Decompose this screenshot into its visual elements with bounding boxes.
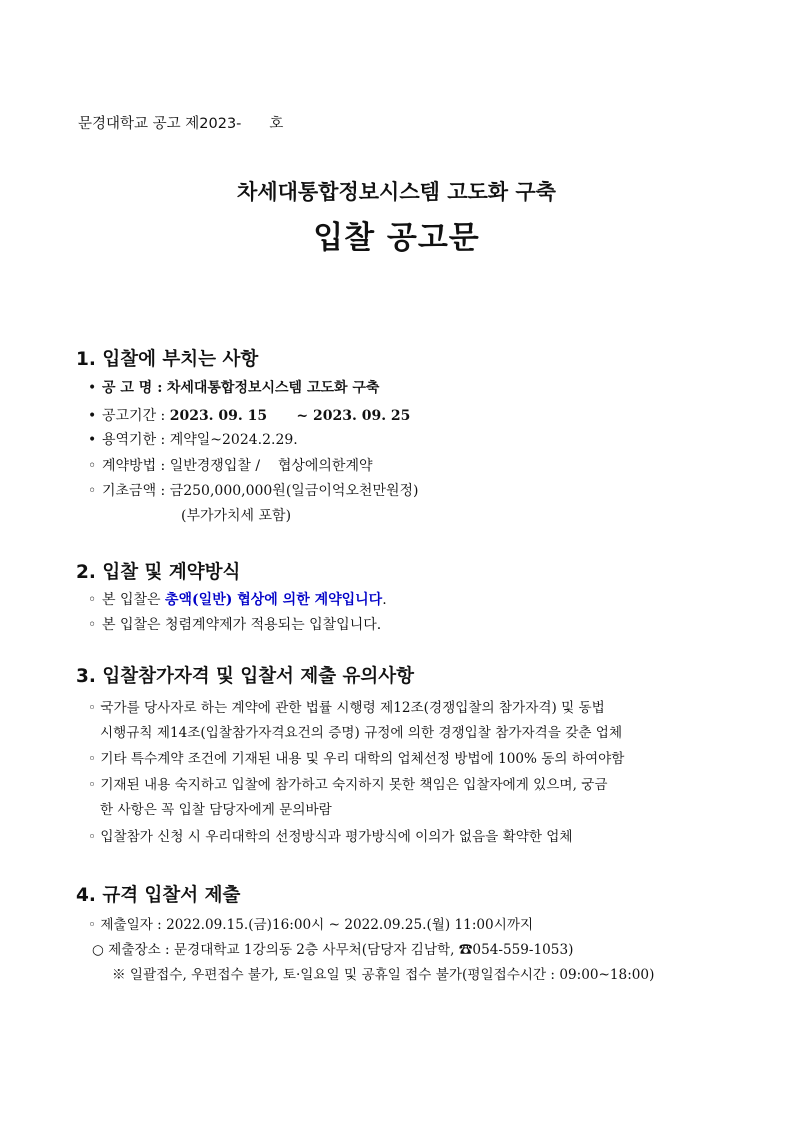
section-2-item-contract: ◦ 본 입찰은 총액(일반) 협상에 의한 계약입니다. <box>88 592 387 608</box>
project-title: 차세대통합정보시스템 고도화 구축 <box>237 180 556 204</box>
notice-number-prefix: 문경대학교 공고 제2023- <box>78 116 242 132</box>
section-1-item-amount: ◦ 기초금액 : 금250,000,000원(일금이억오천만원정) <box>88 483 419 499</box>
section-1-item-vat: (부가가치세 포함) <box>181 508 292 524</box>
section-3-line: 시행규칙 제14조(입찰참가자격요건의 증명) 규정에 의한 경쟁입찰 참가자격을 갖춘 업체 <box>100 725 623 741</box>
section-2-item-integrity: ◦ 본 입찰은 청렴계약제가 적용되는 입찰입니다. <box>88 617 382 633</box>
section-3-heading: 3. 입찰참가자격 및 입찰서 제출 유의사항 <box>76 666 415 687</box>
highlight-text: 총액(일반) 협상에 의한 계약입니다 <box>165 592 383 608</box>
section-2-heading: 2. 입찰 및 계약방식 <box>76 562 241 583</box>
section-1-item-title: • 공 고 명 : 차세대통합정보시스템 고도화 구축 <box>88 380 380 396</box>
section-1-heading: 1. 입찰에 부치는 사항 <box>76 349 259 370</box>
section-1-item-method: ◦ 계약방법 : 일반경쟁입찰 / 협상에의한계약 <box>88 458 373 474</box>
item-label: 용역기한 : <box>102 432 166 448</box>
item-label: 기초금액 : <box>102 483 166 499</box>
section-4-heading: 4. 규격 입찰서 제출 <box>76 885 241 906</box>
section-4-line-place: ○ 제출장소 : 문경대학교 1강의동 2층 사무처(담당자 김남학, ☎054-559-1053) <box>92 942 574 958</box>
item-value: 계약일~2024.2.29. <box>169 432 298 448</box>
item-label: 공 고 명 : <box>102 380 163 396</box>
item-label: 공고기간 : <box>102 408 166 424</box>
item-value: 금250,000,000원(일금이억오천만원정) <box>169 483 419 499</box>
item-value: 차세대통합정보시스템 고도화 구축 <box>166 380 380 396</box>
section-4-line-date: ◦ 제출일자 : 2022.09.15.(금)16:00시 ~ 2022.09.25.(월) 11:00시까지 <box>88 917 534 933</box>
document-title: 입찰 공고문 <box>313 220 480 256</box>
notice-number-suffix: 호 <box>269 116 284 132</box>
item-value: 일반경쟁입찰 / 협상에의한계약 <box>169 458 373 474</box>
section-1-item-period: • 공고기간 : 2023. 09. 15 ~ 2023. 09. 25 <box>88 408 411 424</box>
section-3-line: ◦ 기타 특수계약 조건에 기재된 내용 및 우리 대학의 업체선정 방법에 100% 동의 하여야함 <box>88 751 625 767</box>
section-3-line: ◦ 기재된 내용 숙지하고 입찰에 참가하고 숙지하지 못한 책임은 입찰자에게 있으며, 궁금 <box>88 777 608 793</box>
section-3-line: ◦ 입찰참가 신청 시 우리대학의 선정방식과 평가방식에 이의가 없음을 확약한 업체 <box>88 829 573 845</box>
notice-number <box>78 112 283 133</box>
section-1-item-duration: • 용역기한 : 계약일~2024.2.29. <box>88 432 298 448</box>
item-label: 계약방법 : <box>102 458 166 474</box>
section-3-line: 한 사항은 꼭 입찰 담당자에게 문의바람 <box>100 802 332 818</box>
section-3-line: ◦ 국가를 당사자로 하는 계약에 관한 법률 시행령 제12조(경쟁입찰의 참가자격) 및 동법 <box>88 700 605 716</box>
section-4-line-note: ※ 일괄접수, 우편접수 불가, 토·일요일 및 공휴일 접수 불가(평일접수시간 : 09:00~18:00) <box>112 967 655 983</box>
item-value: 2023. 09. 15 ~ 2023. 09. 25 <box>169 408 411 424</box>
